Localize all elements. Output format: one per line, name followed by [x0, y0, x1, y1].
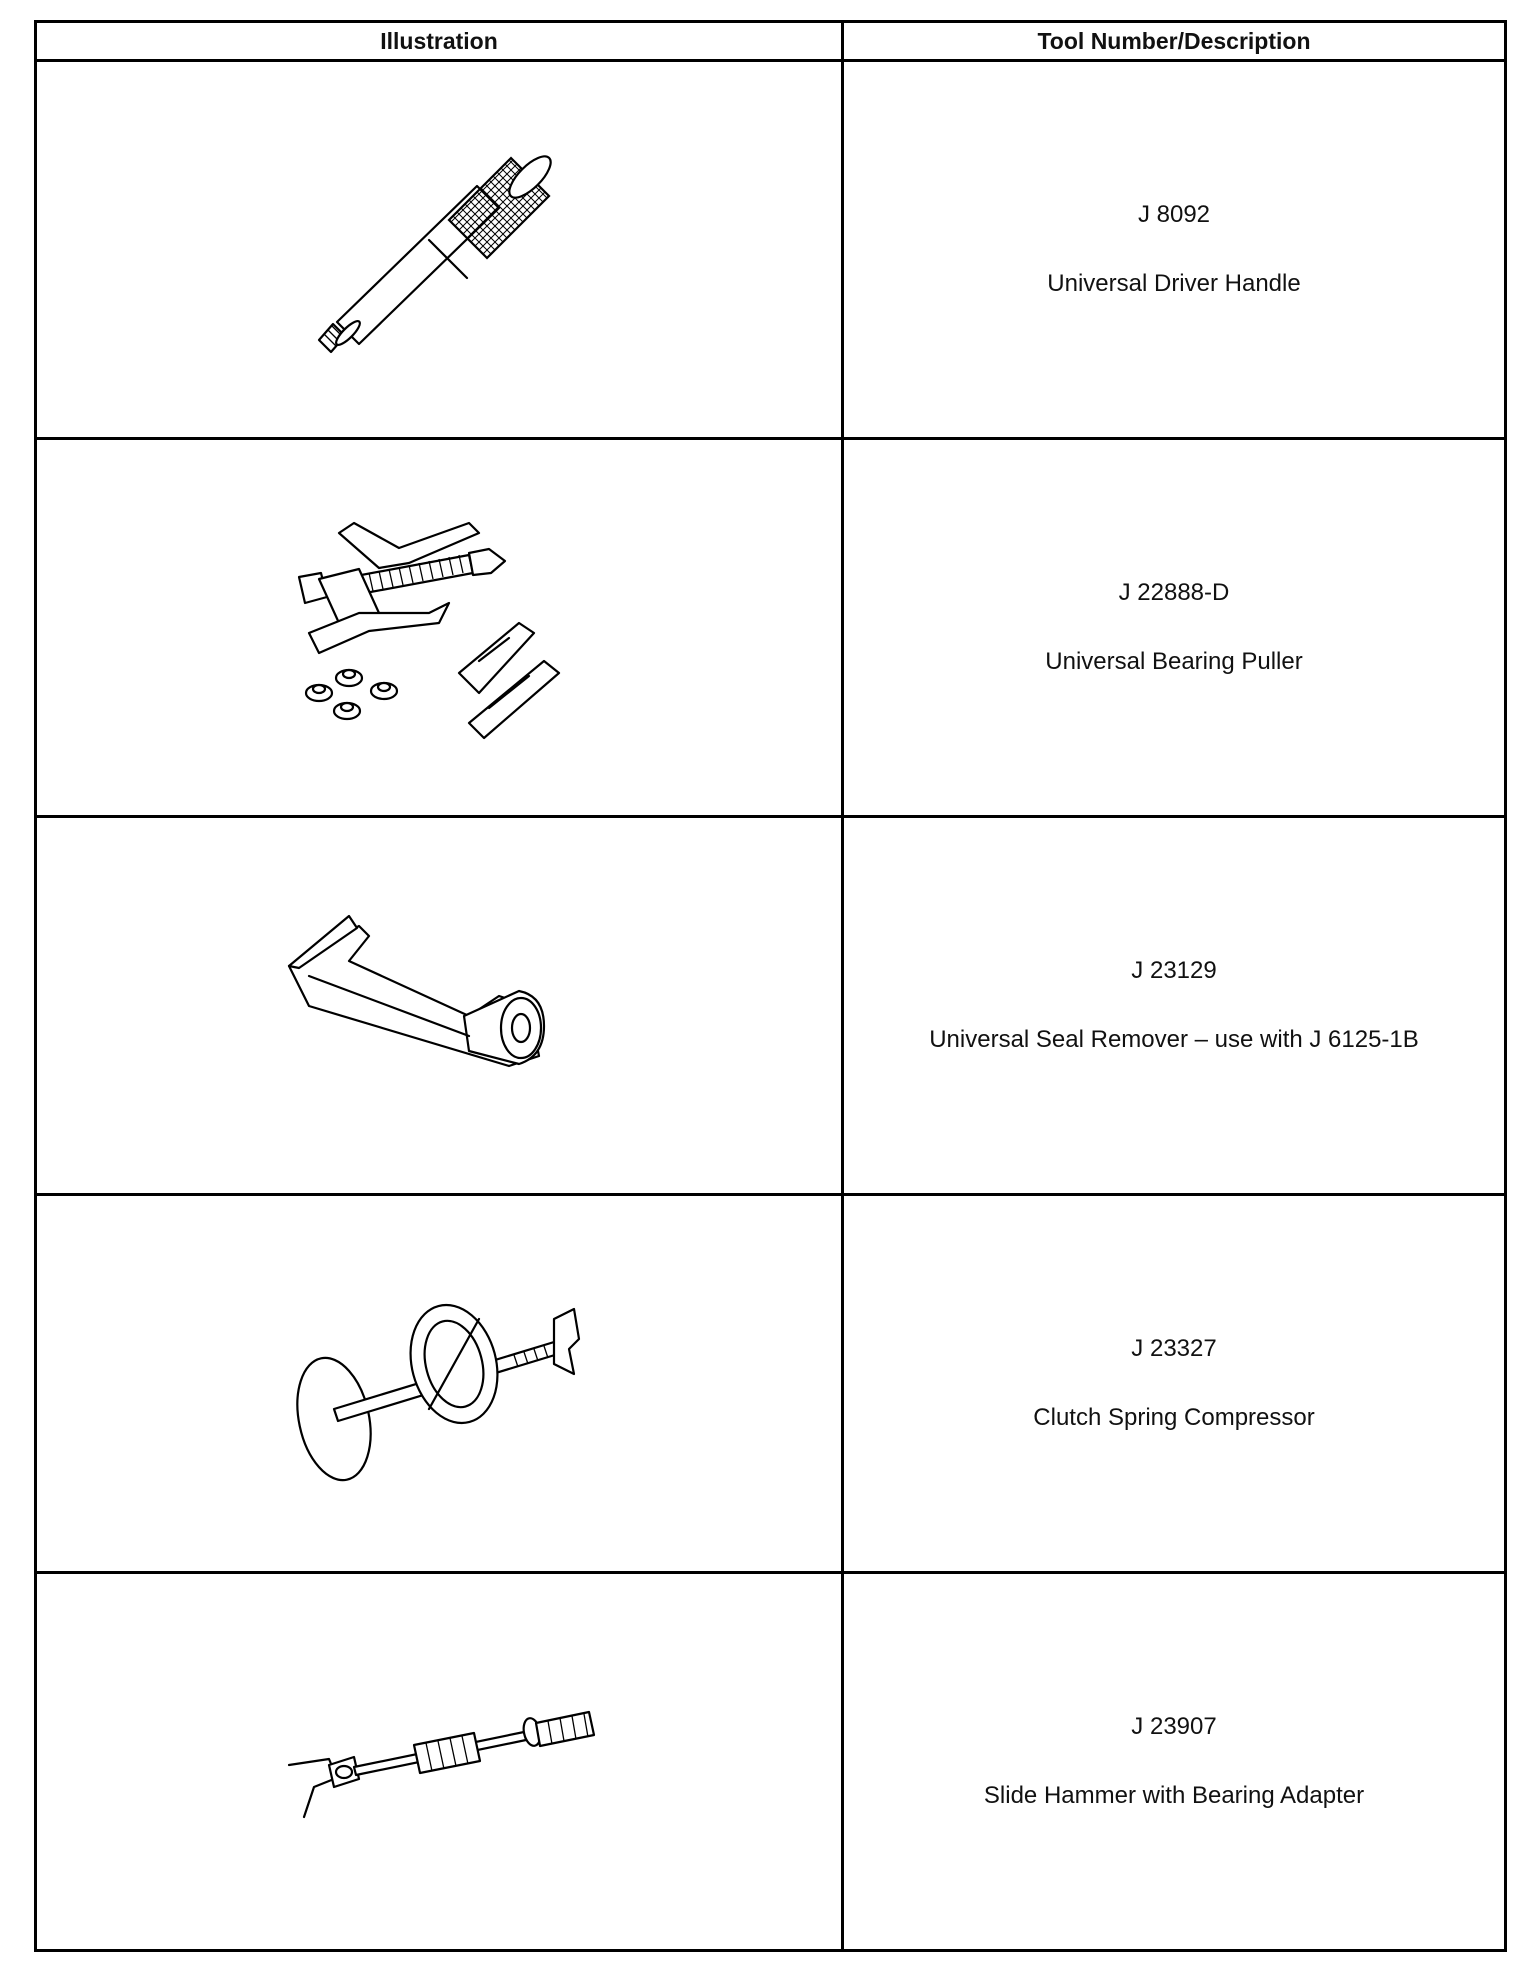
table-row — [36, 61, 1506, 439]
description-cell — [843, 817, 1506, 1195]
description-cell — [843, 439, 1506, 817]
illustration-cell — [36, 817, 843, 1195]
tool-number: J 22888-D — [1118, 578, 1230, 606]
table-row — [36, 1573, 1506, 1951]
table-row — [36, 817, 1506, 1195]
description-header: Tool Number/Description — [843, 22, 1506, 61]
tool-number: J 23327 — [1131, 1334, 1217, 1362]
header-row — [36, 22, 1506, 61]
tool-description: Clutch Spring Compressor — [1033, 1403, 1315, 1431]
illustration-cell — [36, 61, 843, 439]
tool-description: Universal Seal Remover – use with J 6125-1B — [929, 1025, 1419, 1053]
illustration-cell — [36, 1573, 843, 1951]
illustration-cell — [36, 1195, 843, 1573]
slide-hammer-illustration — [274, 1687, 604, 1837]
driver-handle-illustration — [279, 130, 599, 370]
description-cell — [843, 1573, 1506, 1951]
bearing-puller-illustration — [279, 493, 599, 763]
table-row — [36, 439, 1506, 817]
description-cell — [843, 1195, 1506, 1573]
tool-description: Slide Hammer with Bearing Adapter — [983, 1781, 1365, 1809]
tool-number: J 23129 — [1131, 956, 1217, 984]
illustration-cell — [36, 439, 843, 817]
spring-compressor-illustration — [274, 1269, 604, 1499]
description-cell — [843, 61, 1506, 439]
tool-description: Universal Driver Handle — [1047, 269, 1301, 297]
special-tools-table — [34, 20, 1507, 1952]
tool-number: J 23907 — [1131, 1712, 1217, 1740]
table-row — [36, 1195, 1506, 1573]
seal-remover-illustration — [269, 906, 609, 1106]
tool-number: J 8092 — [1137, 200, 1211, 228]
tool-description: Universal Bearing Puller — [1045, 647, 1303, 675]
illustration-header: Illustration — [36, 22, 843, 61]
